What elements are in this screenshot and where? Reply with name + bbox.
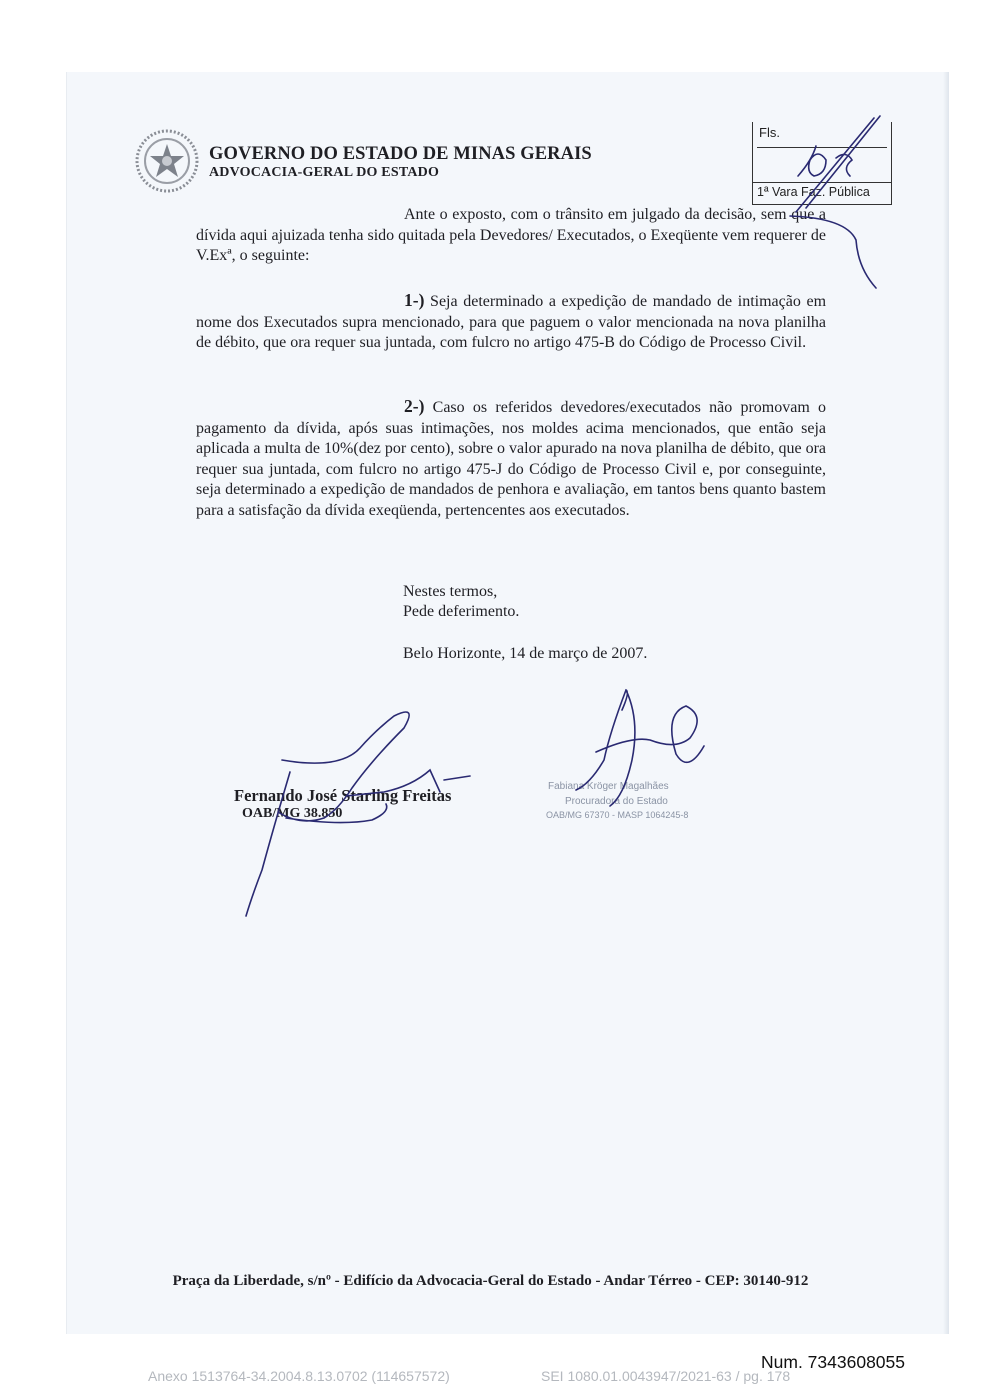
organization-name: GOVERNO DO ESTADO DE MINAS GERAIS <box>209 144 592 164</box>
sei-page-reference: SEI 1080.01.0043947/2021-63 / pg. 178 <box>541 1368 791 1384</box>
annex-reference: Anexo 1513764-34.2004.8.13.0702 (114657572) <box>148 1368 450 1384</box>
request-item-2 <box>196 396 826 521</box>
request-item-1 <box>196 290 826 354</box>
closing-terms: Nestes termos, <box>403 583 498 600</box>
second-signer-name: Fabiana Kröger Magalhães <box>548 781 669 792</box>
place-and-date: Belo Horizonte, 14 de março de 2007. <box>403 645 648 662</box>
item-number: 1-) <box>404 290 425 310</box>
item-text: Seja determinado a expedição de mandado de intimação em nome dos Executados supra mencionado, para que paguem o valor mencionada na nova planilha de débito, que ora requer sua juntada, com fulcro no artigo 475-B do Código de Processo Civil. <box>196 293 827 351</box>
signer-registration: OAB/MG 38.850 <box>242 806 343 821</box>
item-number: 2-) <box>404 396 425 416</box>
item-text: Caso os referidos devedores/executados não promovam o pagamento da dívida, após suas intimações, nos moldes acima mencionados, que então seja aplicada a multa de 10%(dez por cento), sobre o valor apurado na nova planilha de débito, que ora requer sua juntada, com fulcro no artigo 475-J do Código de Processo Civil e, por conseguinte, seja determinado a expedição de mandados de penhora e avaliação, em tantos bens quanto bastem para a satisfação da dívida exeqüenda, pertencentes aos executados. <box>196 399 827 519</box>
footer-address: Praça da Liberdade, s/nº - Edifício da Advocacia-Geral do Estado - Andar Térreo - CEP: 30140-912 <box>172 1273 809 1289</box>
department-name: ADVOCACIA-GERAL DO ESTADO <box>209 165 440 180</box>
state-coat-of-arms <box>134 128 200 194</box>
intro-paragraph: Ante o exposto, com o trânsito em julgado da decisão, sem que a dívida aqui ajuizada tenha sido quitada pela Devedores/ Executados, o Exeqüente vem requerer de V.Exª, o seguinte: <box>196 206 826 264</box>
document-number: Num. 7343608055 <box>761 1352 905 1372</box>
second-signer-role: Procuradora do Estado <box>565 796 668 807</box>
closing-request: Pede deferimento. <box>403 603 520 620</box>
signer-name: Fernando José Starling Freitas <box>234 786 452 805</box>
court-name: 1ª Vara Faz. Pública <box>757 185 870 199</box>
folio-label: Fls. <box>759 125 780 140</box>
second-signer-registration: OAB/MG 67370 - MASP 1064245-8 <box>546 810 689 820</box>
folio-stamp <box>752 122 892 205</box>
